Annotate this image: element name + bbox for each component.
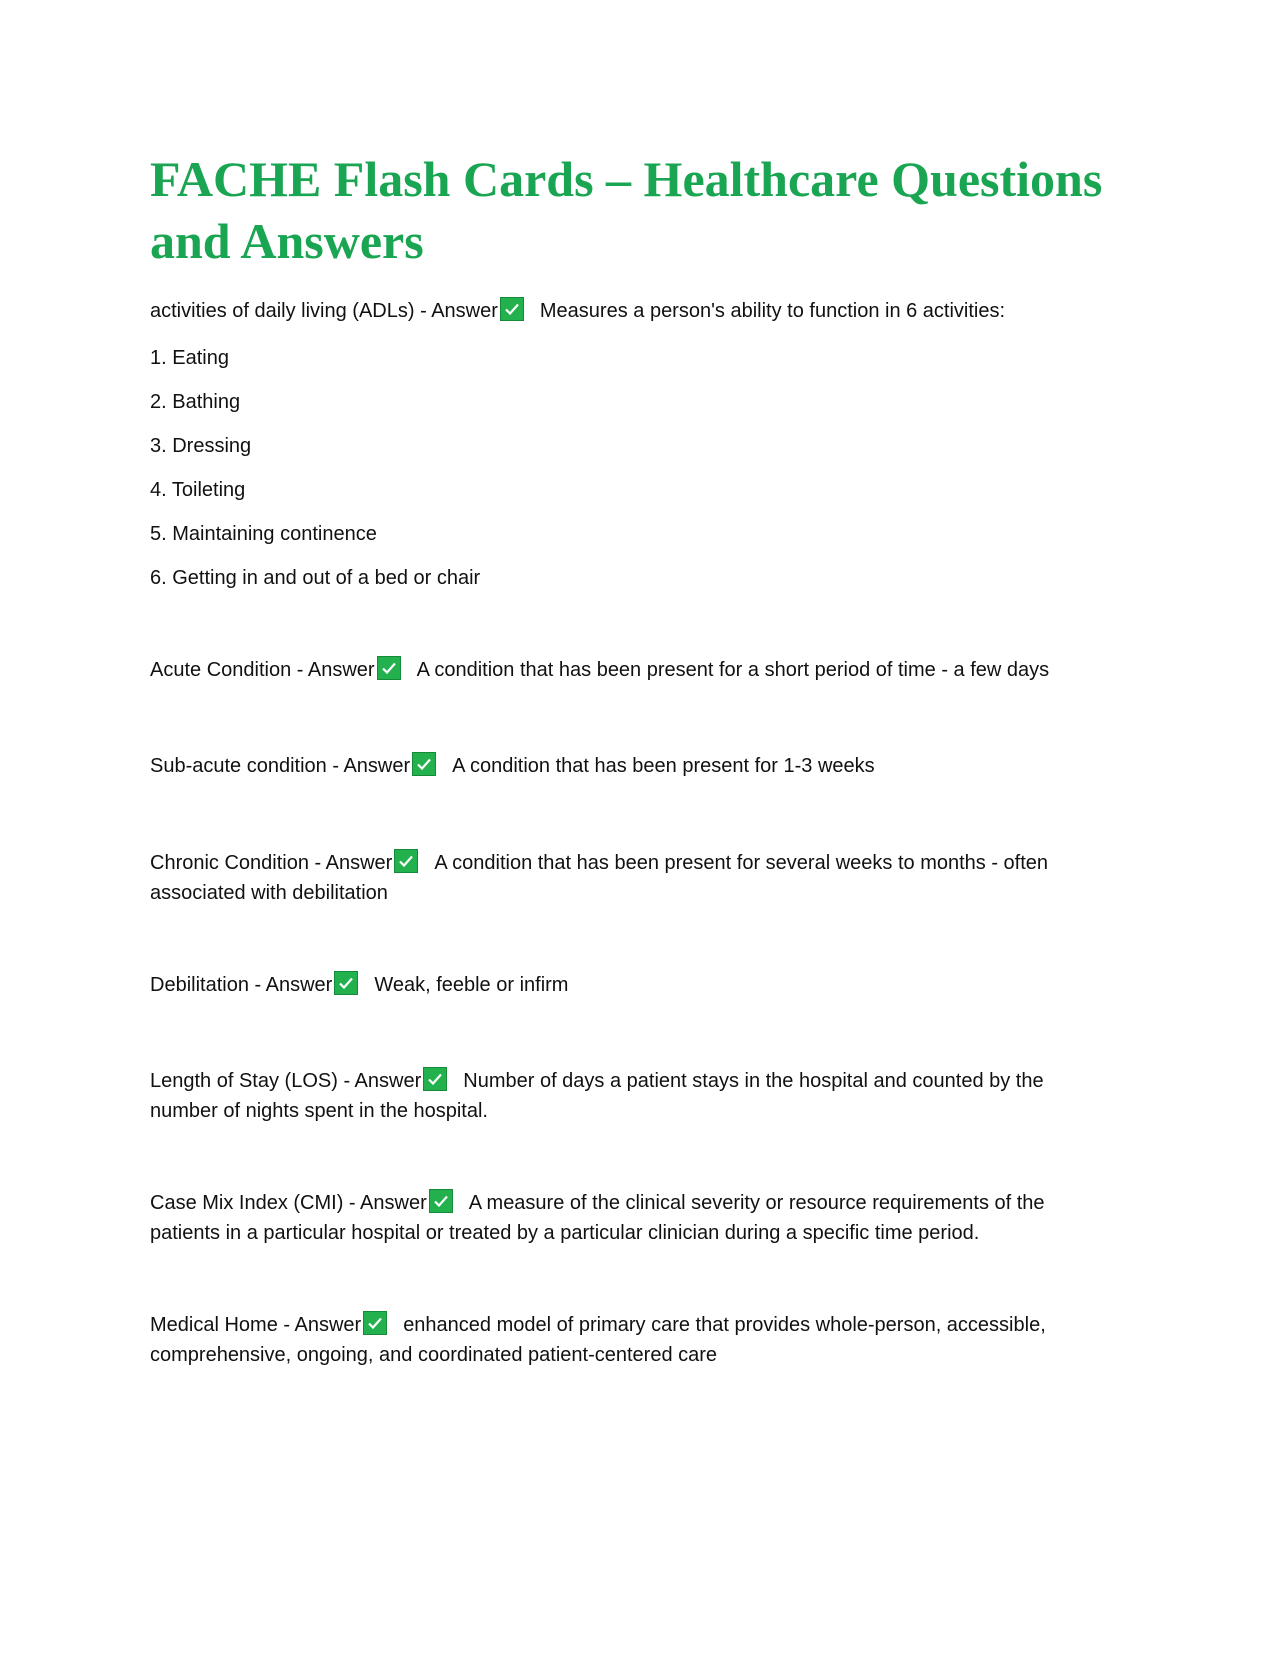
flashcard-answer: Number of days a patient stays in the hospital and counted by the <box>463 1070 1044 1092</box>
list-item: 6. Getting in and out of a bed or chair <box>150 567 481 589</box>
title-line-2: and Answers <box>150 213 424 269</box>
flashcard-term: Case Mix Index (CMI) - Answer <box>150 1192 427 1214</box>
document-page <box>150 148 1130 1370</box>
flashcard-answer: Measures a person's ability to function in 6 activities: <box>539 300 1006 322</box>
check-mark-icon <box>363 1311 387 1335</box>
flashcard-length-of-stay <box>150 1066 1130 1126</box>
check-mark-icon <box>412 752 436 776</box>
list-item: 2. Bathing <box>150 391 241 413</box>
list-item: 4. Toileting <box>150 479 246 501</box>
flashcard-term: activities of daily living (ADLs) - Answer <box>150 300 498 322</box>
flashcard-answer: A condition that has been present for a short period of time - a few days <box>416 659 1050 681</box>
flashcard-term: Acute Condition - Answer <box>150 659 375 681</box>
flashcard-adls <box>150 296 1130 326</box>
flashcard-chronic-condition <box>150 848 1130 908</box>
check-mark-icon <box>334 971 358 995</box>
check-mark-icon <box>394 849 418 873</box>
flashcard-answer: Weak, feeble or infirm <box>374 974 569 996</box>
flashcard-answer-continued: comprehensive, ongoing, and coordinated patient-centered care <box>150 1344 718 1366</box>
flashcard-answer: enhanced model of primary care that provides whole-person, accessible, <box>403 1314 1046 1336</box>
flashcard-term: Chronic Condition - Answer <box>150 852 393 874</box>
flashcard-answer: A measure of the clinical severity or resource requirements of the <box>468 1192 1045 1214</box>
flashcard-term: Medical Home - Answer <box>150 1314 362 1336</box>
flashcard-answer: A condition that has been present for 1-3 weeks <box>452 755 875 777</box>
flashcard-case-mix-index <box>150 1188 1130 1248</box>
check-mark-icon <box>500 297 524 321</box>
flashcard-answer-continued: associated with debilitation <box>150 882 388 904</box>
title-line-1: FACHE Flash Cards – Healthcare Questions <box>150 151 1103 207</box>
list-item: 3. Dressing <box>150 435 252 457</box>
check-mark-icon <box>423 1067 447 1091</box>
flashcard-answer: A condition that has been present for several weeks to months - often <box>434 852 1049 874</box>
list-item: 1. Eating <box>150 347 229 369</box>
check-mark-icon <box>377 656 401 680</box>
flashcard-sub-acute-condition <box>150 751 1130 781</box>
check-mark-icon <box>429 1189 453 1213</box>
flashcard-debilitation <box>150 970 1130 1000</box>
flashcard-acute-condition <box>150 655 1130 685</box>
flashcard-medical-home <box>150 1310 1130 1370</box>
flashcard-term: Length of Stay (LOS) - Answer <box>150 1070 422 1092</box>
flashcard-term: Debilitation - Answer <box>150 974 333 996</box>
flashcard-term: Sub-acute condition - Answer <box>150 755 411 777</box>
flashcard-answer-continued: number of nights spent in the hospital. <box>150 1100 488 1122</box>
flashcard-answer-continued: patients in a particular hospital or treated by a particular clinician during a specific time period. <box>150 1222 980 1244</box>
adl-list <box>150 343 1130 593</box>
page-title <box>150 148 1130 272</box>
list-item: 5. Maintaining continence <box>150 523 377 545</box>
